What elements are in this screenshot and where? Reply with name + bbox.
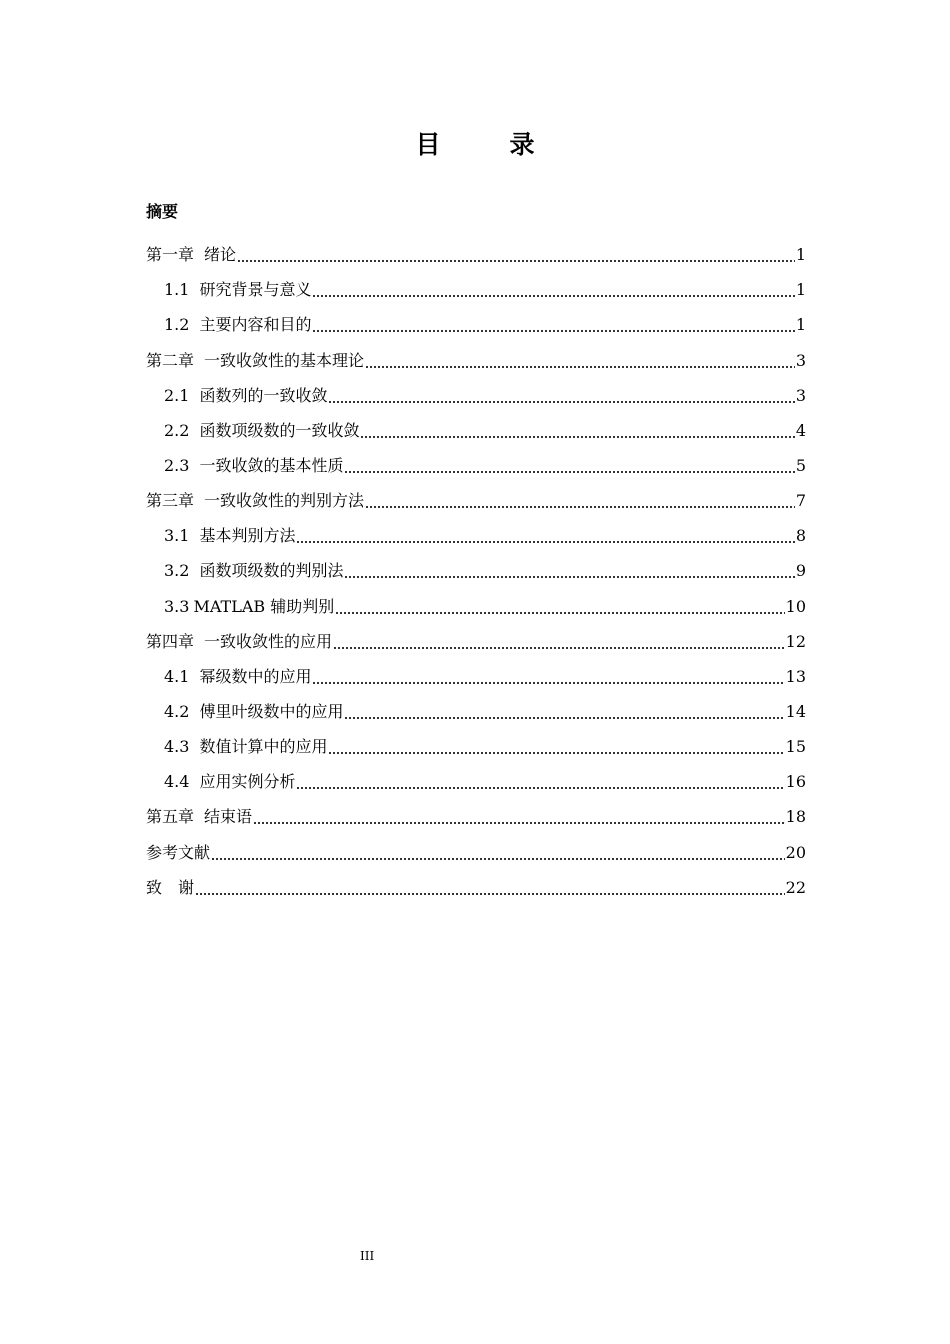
toc-entry-page: 22 — [785, 877, 806, 897]
toc-entry-number: 2.1 — [164, 385, 190, 405]
toc-entry-title: 致 谢 — [146, 877, 195, 897]
toc-dot-leader — [360, 436, 794, 438]
toc-entry-label — [146, 243, 236, 267]
toc-entry-3-3[interactable] — [146, 583, 806, 618]
toc-entry-number: 1.2 — [164, 315, 190, 335]
toc-entry-page: 15 — [785, 737, 806, 757]
toc-dot-leader — [312, 295, 794, 297]
toc-entry-title: 幂级数中的应用 — [199, 666, 312, 686]
toc-entry-2-2[interactable] — [146, 408, 806, 443]
toc-entry-page: 18 — [785, 807, 806, 827]
toc-entry-page: 7 — [795, 491, 806, 511]
toc-entry-label — [164, 665, 311, 689]
toc-entry-1-1[interactable] — [146, 267, 806, 302]
toc-entry-label — [164, 419, 359, 443]
toc-entry-page: 3 — [795, 385, 806, 405]
toc-dot-leader — [328, 752, 784, 754]
toc-entry-number: 4.1 — [164, 666, 190, 686]
toc-entry-number: 第四章 — [146, 631, 195, 651]
toc-entry-chapter-5[interactable] — [146, 794, 806, 829]
toc-entry-number: 第三章 — [146, 491, 195, 511]
toc-entry-title: 应用实例分析 — [199, 772, 296, 792]
toc-dot-leader — [312, 330, 794, 332]
toc-entry-page: 9 — [795, 561, 806, 581]
toc-entry-acknowledgements[interactable] — [146, 865, 806, 900]
toc-entry-label — [164, 770, 295, 794]
toc-entry-label — [164, 595, 334, 619]
toc-entry-label — [164, 524, 295, 548]
toc-dot-leader — [253, 822, 785, 824]
toc-entry-label — [146, 630, 332, 654]
toc-entry-chapter-4[interactable] — [146, 619, 806, 654]
toc-entry-title: 研究背景与意义 — [199, 280, 312, 300]
toc-entry-4-2[interactable] — [146, 689, 806, 724]
toc-entry-chapter-1[interactable] — [146, 232, 806, 267]
toc-entry-title: 基本判别方法 — [199, 526, 296, 546]
toc-dot-leader — [296, 787, 784, 789]
toc-dot-leader — [296, 541, 794, 543]
toc-entry-page: 1 — [795, 280, 806, 300]
toc-dot-leader — [211, 858, 785, 860]
toc-dot-leader — [344, 576, 794, 578]
toc-entry-label — [146, 489, 364, 513]
toc-entry-label — [164, 559, 343, 583]
toc-entry-number: 第二章 — [146, 350, 195, 370]
toc-entry-3-2[interactable] — [146, 548, 806, 583]
toc-entry-title: 一致收敛性的判别方法 — [204, 491, 365, 511]
toc-entry-title: 函数列的一致收敛 — [199, 385, 328, 405]
toc-entry-label — [164, 384, 327, 408]
toc-entry-number: 2.2 — [164, 420, 190, 440]
toc-dot-leader — [333, 647, 785, 649]
toc-entry-title: 结束语 — [204, 807, 253, 827]
toc-entry-page: 13 — [785, 666, 806, 686]
toc-entry-4-1[interactable] — [146, 654, 806, 689]
toc-entry-title: 数值计算中的应用 — [199, 737, 328, 757]
page-title: 目 录 — [415, 130, 557, 159]
toc-entry-number: 第一章 — [146, 245, 195, 265]
toc-entry-label — [146, 805, 252, 829]
toc-dot-leader — [312, 682, 784, 684]
toc-entry-chapter-2[interactable] — [146, 337, 806, 372]
table-of-contents — [146, 232, 806, 900]
toc-entry-page: 4 — [795, 420, 806, 440]
toc-entry-label — [164, 735, 327, 759]
toc-entry-title: 主要内容和目的 — [199, 315, 312, 335]
toc-entry-references[interactable] — [146, 829, 806, 864]
toc-entry-label — [164, 278, 311, 302]
toc-entry-3-1[interactable] — [146, 513, 806, 548]
toc-entry-number: 3.2 — [164, 561, 190, 581]
toc-entry-number: 3.1 — [164, 526, 190, 546]
toc-entry-page: 5 — [795, 455, 806, 475]
toc-dot-leader — [365, 366, 795, 368]
toc-entry-page: 1 — [795, 315, 806, 335]
toc-entry-label — [146, 349, 364, 373]
toc-entry-label — [164, 313, 311, 337]
toc-entry-page: 10 — [785, 596, 806, 616]
toc-entry-title: 绪论 — [204, 245, 237, 265]
toc-entry-page: 1 — [795, 245, 806, 265]
toc-entry-1-2[interactable] — [146, 302, 806, 337]
toc-entry-number: 第五章 — [146, 807, 195, 827]
toc-entry-title: 一致收敛的基本性质 — [199, 455, 344, 475]
toc-entry-number: 1.1 — [164, 280, 190, 300]
toc-entry-label — [146, 876, 194, 900]
toc-entry-4-3[interactable] — [146, 724, 806, 759]
toc-entry-page: 16 — [785, 772, 806, 792]
toc-entry-label — [164, 454, 343, 478]
toc-entry-title: 傅里叶级数中的应用 — [199, 701, 344, 721]
toc-entry-number: 2.3 — [164, 455, 190, 475]
toc-entry-title: 函数项级数的一致收敛 — [199, 420, 360, 440]
toc-entry-title: 参考文献 — [146, 842, 211, 862]
abstract-heading[interactable]: 摘要 — [146, 202, 179, 221]
toc-entry-page: 12 — [785, 631, 806, 651]
toc-entry-4-4[interactable] — [146, 759, 806, 794]
toc-entry-label — [146, 841, 210, 865]
toc-entry-number: 4.3 — [164, 737, 190, 757]
toc-entry-number: 4.4 — [164, 772, 190, 792]
toc-dot-leader — [328, 401, 794, 403]
toc-dot-leader — [365, 506, 795, 508]
toc-entry-page: 8 — [795, 526, 806, 546]
toc-entry-number: 3.3 — [164, 596, 190, 616]
toc-entry-label — [164, 700, 343, 724]
toc-dot-leader — [237, 260, 795, 262]
toc-dot-leader — [344, 471, 794, 473]
toc-entry-page: 20 — [785, 842, 806, 862]
toc-entry-page: 3 — [795, 350, 806, 370]
toc-entry-title: 一致收敛性的应用 — [204, 631, 333, 651]
toc-dot-leader — [195, 893, 785, 895]
toc-entry-page: 14 — [785, 701, 806, 721]
toc-entry-title: 一致收敛性的基本理论 — [204, 350, 365, 370]
toc-entry-2-3[interactable] — [146, 443, 806, 478]
page-number: III — [360, 1249, 375, 1263]
toc-entry-number: 4.2 — [164, 701, 190, 721]
toc-entry-chapter-3[interactable] — [146, 478, 806, 513]
toc-dot-leader — [344, 717, 784, 719]
toc-dot-leader — [335, 612, 784, 614]
toc-entry-title: MATLAB 辅助判别 — [193, 596, 335, 616]
toc-entry-2-1[interactable] — [146, 373, 806, 408]
toc-entry-title: 函数项级数的判别法 — [199, 561, 344, 581]
